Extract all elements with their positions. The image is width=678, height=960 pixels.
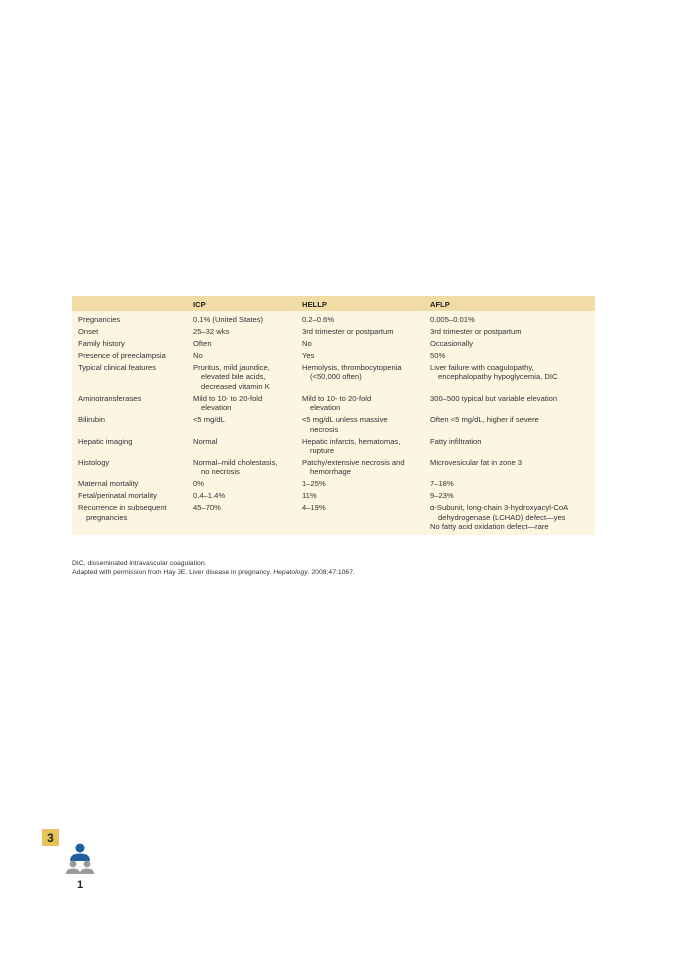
table-header-row	[72, 296, 595, 311]
hellp-cell	[296, 435, 424, 456]
cell-text: Liver failure with coagulopathy,	[430, 362, 534, 372]
cell-text: Fatty infiltration	[430, 436, 482, 446]
cell-text: Maternal mortality	[78, 479, 139, 489]
table-row	[72, 502, 595, 535]
aflp-cell	[424, 490, 595, 502]
icp-cell	[187, 338, 296, 350]
icp-cell	[187, 350, 296, 362]
cell-text: dehydrogenase (LCHAD) defect—yes	[438, 512, 566, 522]
cell-text: 300–500 typical but variable elevation	[430, 393, 558, 403]
cell-text: (<50,000 often)	[310, 372, 362, 382]
people-group-icon	[64, 842, 96, 876]
cell-text: Pruritus, mild jaundice,	[193, 362, 270, 372]
row-label	[72, 435, 187, 456]
header-hellp: HELLP	[296, 296, 424, 311]
icp-cell	[187, 326, 296, 338]
aflp-cell	[424, 502, 595, 535]
cell-text: 7–18%	[430, 479, 454, 489]
cell-text: 11%	[302, 491, 317, 501]
chapter-badge: 3	[42, 829, 59, 846]
table-row	[72, 350, 595, 362]
row-label	[72, 338, 187, 350]
table-row	[72, 338, 595, 350]
cell-text: 0.2–0.6%	[302, 315, 335, 324]
cell-text: <5 mg/dL unless massive	[302, 415, 388, 425]
aflp-cell	[424, 414, 595, 435]
cell-text: 0.4–1.4%	[193, 491, 226, 501]
icp-cell	[187, 478, 296, 490]
cell-text: Pregnancies	[78, 315, 121, 324]
cell-text: <5 mg/dL	[193, 415, 225, 425]
row-label	[72, 311, 187, 326]
level-number: 1	[76, 879, 84, 891]
hellp-cell	[296, 362, 424, 393]
table-body	[72, 311, 595, 535]
row-label	[72, 502, 187, 535]
aflp-cell	[424, 393, 595, 414]
table-row	[72, 362, 595, 393]
cell-text: Histology	[78, 457, 110, 467]
table-footnotes	[72, 560, 595, 577]
row-label	[72, 414, 187, 435]
header-empty	[72, 296, 187, 311]
cell-text: elevated bile acids,	[201, 372, 266, 382]
cell-text: No fatty acid oxidation defect—rare	[430, 522, 549, 532]
aflp-cell	[424, 338, 595, 350]
table-row	[72, 326, 595, 338]
hellp-cell	[296, 326, 424, 338]
cell-text: 50%	[430, 350, 446, 360]
aflp-cell	[424, 311, 595, 326]
row-label	[72, 393, 187, 414]
icp-cell	[187, 393, 296, 414]
row-label	[72, 362, 187, 393]
table-row	[72, 414, 595, 435]
cell-text: Often	[193, 338, 212, 348]
icp-cell	[187, 502, 296, 535]
aflp-cell	[424, 478, 595, 490]
cell-text: hemorrhage	[310, 467, 351, 477]
cell-text: 9–23%	[430, 491, 454, 501]
cell-text: Hepatic imaging	[78, 436, 133, 446]
cell-text: Yes	[302, 350, 315, 360]
cell-text: no necrosis	[201, 467, 240, 477]
hellp-cell	[296, 393, 424, 414]
hellp-cell	[296, 457, 424, 478]
cell-text: Fetal/perinatal mortality	[78, 491, 157, 501]
cell-text: 0%	[193, 479, 204, 489]
hellp-cell	[296, 338, 424, 350]
cell-text: Normal	[193, 436, 218, 446]
aflp-cell	[424, 350, 595, 362]
cell-text: 0.005–0.01%	[430, 315, 475, 324]
icp-cell	[187, 414, 296, 435]
cell-text: Normal–mild cholestasis,	[193, 457, 278, 467]
table-row	[72, 311, 595, 326]
cell-text: 3rd trimester or postpartum	[430, 326, 522, 336]
hellp-cell	[296, 478, 424, 490]
cell-text: necrosis	[310, 424, 339, 434]
header-icp: ICP	[187, 296, 296, 311]
abbreviation-note: DIC, disseminated intravascular coagulation.	[72, 560, 207, 567]
source-note	[72, 569, 595, 578]
cell-text: No	[302, 338, 312, 348]
hellp-cell	[296, 414, 424, 435]
icp-cell	[187, 490, 296, 502]
cell-text: Mild to 10- to 20-fold	[193, 393, 263, 403]
comparison-table	[72, 296, 595, 535]
cell-text: Microvesicular fat in zone 3	[430, 457, 523, 467]
cell-text: Patchy/extensive necrosis and	[302, 457, 405, 467]
source-suffix: . 2008;47:1067.	[307, 568, 355, 576]
aflp-cell	[424, 326, 595, 338]
hellp-cell	[296, 502, 424, 535]
row-label	[72, 478, 187, 490]
aflp-cell	[424, 457, 595, 478]
row-label	[72, 457, 187, 478]
cell-text: 3rd trimester or postpartum	[302, 326, 394, 336]
row-label	[72, 490, 187, 502]
icp-cell	[187, 311, 296, 326]
cell-text: Aminotransferases	[78, 393, 142, 403]
cell-text: Mild to 10- to 20-fold	[302, 393, 372, 403]
cell-text: 25–32 wks	[193, 326, 230, 336]
cell-text: Family history	[78, 338, 125, 348]
aflp-cell	[424, 435, 595, 456]
cell-text: decreased vitamin K	[201, 381, 270, 391]
row-label	[72, 326, 187, 338]
cell-text: Occasionally	[430, 338, 474, 348]
aflp-cell	[424, 362, 595, 393]
hellp-cell	[296, 490, 424, 502]
table-row	[72, 393, 595, 414]
cell-text: Bilirubin	[78, 415, 106, 425]
source-journal: Hepatology	[273, 568, 308, 576]
icp-cell	[187, 457, 296, 478]
cell-text: Often <5 mg/dL, higher if severe	[430, 415, 539, 425]
cell-text: elevation	[201, 403, 232, 413]
cell-text: pregnancies	[86, 512, 128, 522]
hellp-cell	[296, 350, 424, 362]
icp-cell	[187, 435, 296, 456]
cell-text: encephalopathy hypoglycemia, DIC	[438, 372, 558, 382]
cell-text: Presence of preeclampsia	[78, 350, 166, 360]
liver-disease-comparison-table	[72, 296, 595, 535]
cell-text: No	[193, 350, 203, 360]
cell-text: 4–19%	[302, 503, 326, 513]
cell-text: Hepatic infarcts, hematomas,	[302, 436, 401, 446]
table-row	[72, 478, 595, 490]
cell-text: elevation	[310, 403, 341, 413]
cell-text: Typical clinical features	[78, 362, 157, 372]
table-row	[72, 457, 595, 478]
table-row	[72, 435, 595, 456]
cell-text: 1–25%	[302, 479, 326, 489]
cell-text: Recurrence in subsequent	[78, 503, 167, 513]
header-aflp: AFLP	[424, 296, 595, 311]
cell-text: Onset	[78, 326, 99, 336]
hellp-cell	[296, 311, 424, 326]
cell-text: α-Subunit, long-chain 3-hydroxyacyl-CoA	[430, 503, 569, 513]
cell-text: rupture	[310, 445, 335, 455]
cell-text: Hemolysis, thrombocytopenia	[302, 362, 402, 372]
row-label	[72, 350, 187, 362]
cell-text: 0.1% (United States)	[193, 315, 264, 324]
table-row	[72, 490, 595, 502]
source-prefix: Adapted with permission from Hay JE. Liver disease in pregnancy.	[72, 568, 274, 576]
cell-text: 45–70%	[193, 503, 221, 513]
icp-cell	[187, 362, 296, 393]
